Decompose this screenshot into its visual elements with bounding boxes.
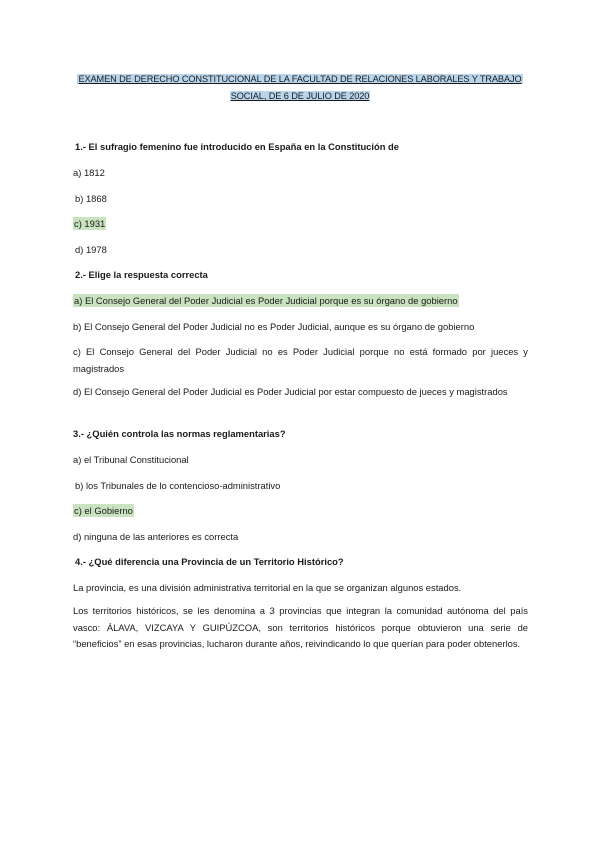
q3-option-d: d) ninguna de las anteriores es correcta xyxy=(73,531,239,542)
exam-title xyxy=(60,71,540,105)
q2-option-a-correct: a) El Consejo General del Poder Judicial es Poder Judicial porque es su órgano de gobierno xyxy=(74,295,458,306)
exam-title-line1: EXAMEN DE DERECHO CONSTITUCIONAL DE LA FACULTAD DE RELACIONES LABORALES Y TRABAJO xyxy=(78,74,522,84)
question-4: 4.- ¿Qué diferencia una Provincia de un Territorio Histórico? xyxy=(75,556,344,567)
q2-option-c: c) El Consejo General del Poder Judicial no es Poder Judicial porque no está formado por jueces y magistrados xyxy=(73,346,528,374)
exam-title-line2: SOCIAL, DE 6 DE JULIO DE 2020 xyxy=(230,91,370,101)
question-2: 2.- Elige la respuesta correcta xyxy=(75,269,208,280)
q2-option-b: b) El Consejo General del Poder Judicial no es Poder Judicial, aunque es su órgano de gobierno xyxy=(73,321,475,332)
q4-answer-paragraph-2: Los territorios históricos, se les denomina a 3 provincias que integran la comunidad autónoma del país vasco: ÁLAVA, VIZCAYA Y GUIPÚZCOA, son territorios históricos porque obtuvieron una serie de “beneficios” en esas provincias, lucharon durante años, reivindicando lo que querían para poder obtenerlos. xyxy=(73,605,528,649)
q3-option-b: b) los Tribunales de lo contencioso-administrativo xyxy=(75,480,281,491)
q3-option-c-correct: c) el Gobierno xyxy=(74,505,133,516)
q2-option-d: d) El Consejo General del Poder Judicial es Poder Judicial por estar compuesto de jueces y magistrados xyxy=(73,386,508,397)
q1-option-c-correct: c) 1931 xyxy=(74,218,106,229)
q1-option-d: d) 1978 xyxy=(75,244,107,255)
question-1: 1.- El sufragio femenino fue introducido en España en la Constitución de xyxy=(75,141,399,152)
q4-answer-paragraph-1: La provincia, es una división administrativa territorial en la que se organizan algunos estados. xyxy=(73,582,462,593)
q1-option-a: a) 1812 xyxy=(73,167,105,178)
q1-option-b: b) 1868 xyxy=(75,193,107,204)
q3-option-a: a) el Tribunal Constitucional xyxy=(73,454,189,465)
question-3: 3.- ¿Quién controla las normas reglamentarias? xyxy=(73,428,286,439)
